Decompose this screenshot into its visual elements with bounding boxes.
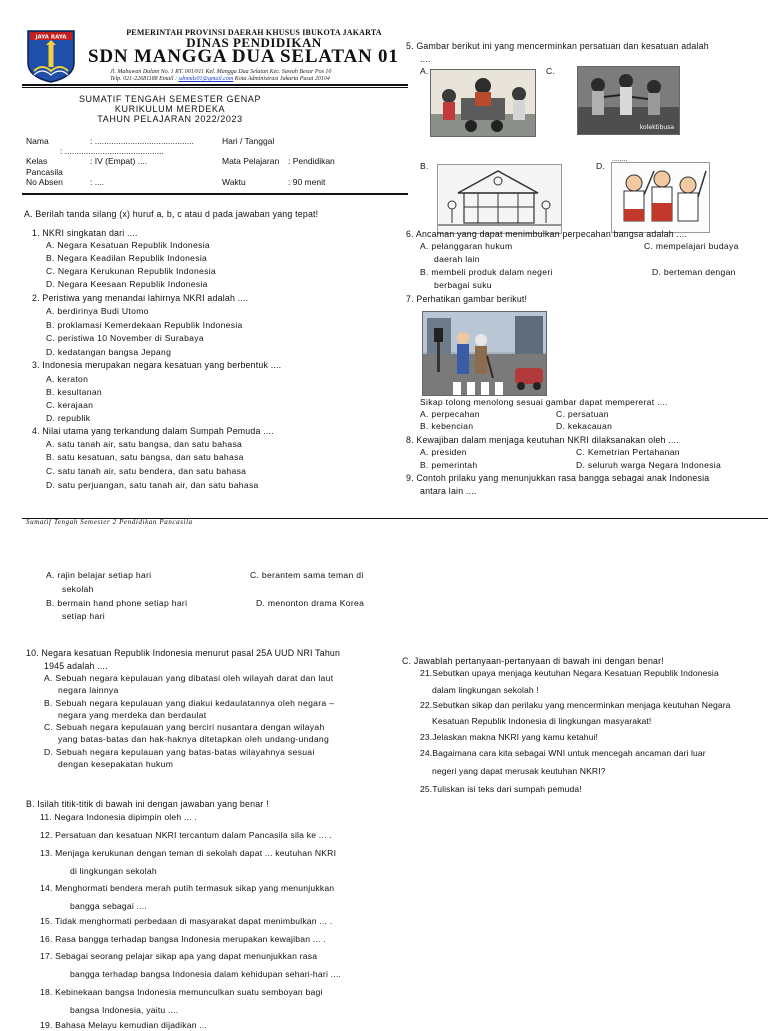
header-phone-text: Telp. 021-22681188 Email :: [110, 76, 179, 82]
question-17: 17. Sebagai seorang pelajar sikap apa yang dapat menunjukkan rasa: [40, 951, 318, 961]
question-4-option-b[interactable]: B. satu kesatuan, satu bangsa, dan satu bahasa: [46, 452, 244, 462]
picture-d-dots: ........: [612, 156, 628, 163]
school-emblem-logo: [24, 27, 78, 83]
question-7: 7. Perhatikan gambar berikut!: [406, 294, 528, 304]
header-address-line-1: Jl. Mabuwan Dalam No. 1 RT. 001/011 Kel. Mangga Dua Selatan Kec. Sawah Besar Pos 10: [110, 69, 332, 75]
question-5-option-a-label[interactable]: A.: [420, 66, 429, 76]
question-8-option-b[interactable]: B. pemerintah: [420, 460, 478, 470]
question-3-option-b[interactable]: B. kesultanan: [46, 387, 102, 397]
section-a-instruction: A. Berilah tanda silang (x) huruf a, b, c atau d pada jawaban yang tepat!: [24, 209, 319, 219]
exam-school-year: TAHUN PELAJARAN 2022/2023: [97, 114, 243, 124]
question-4-option-d[interactable]: D. satu perjuangan, satu tanah air, dan satu bahasa: [46, 480, 259, 490]
question-8-option-d[interactable]: D. seluruh warga Negara Indonesia: [576, 460, 722, 470]
question-14: 14. Menghormati bendera merah putih termasuk sikap yang menunjukkan: [40, 883, 335, 893]
question-7-text: Sikap tolong menolong sesuai gambar dapat mempererat ....: [420, 397, 668, 407]
name-field[interactable]: : ..........................................: [90, 136, 194, 146]
time-value: : 90 menit: [288, 177, 326, 187]
question-6-option-c[interactable]: C. mempelajari budaya: [644, 241, 739, 251]
question-1: 1. NKRI singkatan dari ....: [32, 228, 138, 238]
question-5-continued: ....: [420, 54, 431, 64]
question-9-option-d[interactable]: D. menonton drama Korea: [256, 598, 365, 608]
name-field-continued[interactable]: : ..........................................: [60, 146, 164, 156]
question-10-option-d[interactable]: D. Sebuah negara kepulauan yang batas-batas wilayahnya sesuai: [44, 747, 315, 757]
question-1-option-a[interactable]: A. Negara Kesatuan Republik Indonesia: [46, 240, 210, 250]
question-2: 2. Peristiwa yang menandai lahirnya NKRI adalah ....: [32, 293, 249, 303]
question-8-option-c[interactable]: C. Kemetrian Pertahanan: [576, 447, 680, 457]
exam-curriculum: KURIKULUM MERDEKA: [114, 104, 226, 114]
question-10-option-a-continued: negara lainnya: [58, 685, 119, 695]
question-7-option-c[interactable]: C. persatuan: [556, 409, 609, 419]
header-agency-name: DINAS PENDIDIKAN: [186, 35, 322, 50]
question-9-option-a[interactable]: A. rajin belajar setiap hari: [46, 570, 152, 580]
subject-label: Mata Pelajaran: [222, 156, 280, 166]
question-1-option-d[interactable]: D. Negara Keesaan Republik Indonesia: [46, 279, 208, 289]
question-15: 15. Tidak menghormati perbedaan di masyarakat dapat menimbulkan ... .: [40, 916, 333, 926]
question-11: 11. Negara Indonesia dipimpin oleh ... .: [40, 812, 197, 822]
question-10: 10. Negara kesatuan Republik Indonesia menurut pasal 25A UUD NRI Tahun: [26, 648, 341, 658]
question-2-option-d[interactable]: D. kedatangan bangsa Jepang: [46, 347, 172, 357]
question-13-continued: di lingkungan sekolah: [70, 866, 157, 876]
name-label: Nama: [26, 136, 49, 146]
section-b-instruction: B. Isilah titik-titik di bawah ini dengan jawaban yang benar !: [26, 799, 269, 809]
question-18: 18. Kebinekaan bangsa Indonesia memunculkan suatu semboyan bagi: [40, 987, 323, 997]
question-17-continued: bangga terhadap bangsa Indonesia dalam kehidupan sehari-hari ....: [70, 969, 341, 979]
question-8-option-a[interactable]: A. presiden: [420, 447, 467, 457]
date-label: Hari / Tanggal: [222, 136, 275, 146]
question-2-option-a[interactable]: A. berdirinya Budi Utomo: [46, 306, 149, 316]
question-7-option-d[interactable]: D. kekacauan: [556, 421, 613, 431]
question-5-picture-d[interactable]: [611, 162, 710, 233]
question-3-option-a[interactable]: A. keraton: [46, 374, 89, 384]
question-9-option-b[interactable]: B. bermain hand phone setiap hari: [46, 598, 188, 608]
question-5-option-d-label[interactable]: D.: [596, 161, 606, 171]
page-footer-text: Sumatif Tengah Semester 2 Pendidikan Pancasila: [26, 518, 193, 526]
header-school-name: SDN MANGGA DUA SELATAN 01: [88, 46, 399, 67]
picture-c-caption: kolektibusa: [639, 124, 674, 131]
header-address-line-2: [110, 75, 330, 83]
question-1-option-c[interactable]: C. Negara Kerukunan Republik Indonesia: [46, 266, 217, 276]
question-6: 6. Ancaman yang dapat menimbulkan perpecahan bangsa adalah ....: [406, 229, 688, 239]
question-10-option-d-continued: dengan kesepakatan hukum: [58, 759, 174, 769]
question-3-option-c[interactable]: C. kerajaan: [46, 400, 94, 410]
question-10-option-b-continued: negara yang merdeka dan berdaulat: [58, 710, 207, 720]
question-5: 5. Gambar berikut ini yang mencerminkan persatuan dan kesatuan adalah: [406, 41, 709, 51]
page-footer-divider: [22, 518, 768, 519]
question-9-option-d-continued: setiap hari: [62, 611, 105, 621]
class-value: : IV (Empat) ....: [90, 156, 148, 166]
question-2-option-b[interactable]: B. proklamasi Kemerdekaan Republik Indonesia: [46, 320, 243, 330]
question-5-option-b-label[interactable]: B.: [420, 161, 429, 171]
question-10-option-b[interactable]: B. Sebuah negara kepulauan yang diakui kedaulatannya oleh negara –: [44, 698, 335, 708]
question-4: 4. Nilai utama yang terkandung dalam Sumpah Pemuda ....: [32, 426, 274, 436]
question-6-option-c-continued: daerah lain: [434, 254, 480, 264]
question-7-option-b[interactable]: B. kebencian: [420, 421, 474, 431]
time-label: Waktu: [222, 177, 246, 187]
subject-value-continued: Pancasila: [26, 167, 63, 177]
question-6-option-d[interactable]: D. berteman dengan: [652, 267, 736, 277]
question-4-option-c[interactable]: C. satu tanah air, satu bendera, dan satu bahasa: [46, 466, 247, 476]
question-1-option-b[interactable]: B. Negara Keadilan Republik Indonesia: [46, 253, 208, 263]
question-10-continued: 1945 adalah ....: [44, 661, 108, 671]
absence-number-label: No Absen: [26, 177, 63, 187]
class-label: Kelas: [26, 156, 48, 166]
question-6-option-b[interactable]: B. membeli produk dalam negeri: [420, 267, 553, 277]
question-19: 19. Bahasa Melayu kemudian dijadikan ...: [40, 1020, 208, 1030]
question-22-continued: Kesatuan Republik Indonesia di lingkungan masyarakat!: [432, 716, 652, 726]
question-6-option-d-continued: berbagai suku: [434, 280, 492, 290]
question-25: 25.Tuliskan isi teks dari sumpah pemuda!: [420, 784, 582, 794]
question-24-continued: negeri yang dapat merusak keutuhan NKRI?: [432, 766, 606, 776]
question-16: 16. Rasa bangga terhadap bangsa Indonesia merupakan kewajiban ... .: [40, 934, 326, 944]
question-3-option-d[interactable]: D. republik: [46, 413, 91, 423]
question-21: 21.Sebutkan upaya menjaga keutuhan Negara Kesatuan Republik Indonesia: [420, 668, 719, 678]
question-9-continued: antara lain ....: [420, 486, 477, 496]
question-4-option-a[interactable]: A. satu tanah air, satu bangsa, dan satu bahasa: [46, 439, 243, 449]
svg-text:JAYA RAYA: JAYA RAYA: [35, 34, 67, 41]
header-email-link[interactable]: sdnmds01@gmail.com: [178, 76, 234, 82]
question-7-option-a[interactable]: A. perpecahan: [420, 409, 480, 419]
question-10-option-a[interactable]: A. Sebuah negara kepulauan yang dibatasi oleh wilayah darat dan laut: [44, 673, 334, 683]
question-5-option-c-label[interactable]: C.: [546, 66, 556, 76]
question-10-option-c-continued: yang batas-batas dan hak-haknya ditetapkan oleh undang-undang: [58, 734, 330, 744]
question-5-picture-c[interactable]: [577, 66, 680, 135]
question-18-continued: bangsa Indonesia, yaitu ....: [70, 1005, 179, 1015]
question-23: 23.Jelaskan makna NKRI yang kamu ketahui!: [420, 732, 598, 742]
header-city-text: Kota Administrasi Jakarta Pusat 20104: [233, 76, 330, 82]
exam-title: SUMATIF TENGAH SEMESTER GENAP: [78, 94, 262, 104]
section-c-instruction: C. Jawablah pertanyaan-pertanyaan di bawah ini dengan benar!: [402, 656, 664, 666]
question-21-continued: dalam lingkungan sekolah !: [432, 685, 539, 695]
question-9-option-c-continued: sekolah: [62, 584, 94, 594]
question-14-continued: bangga sebagai ....: [70, 901, 147, 911]
question-9: 9. Contoh prilaku yang menunjukkan rasa bangga sebagai anak Indonesia: [406, 473, 710, 483]
question-9-option-c[interactable]: C. berantem sama teman di: [250, 570, 364, 580]
question-5-picture-a[interactable]: [430, 69, 536, 137]
question-13: 13. Menjaga kerukunan dengan teman di sekolah dapat ... keutuhan NKRI: [40, 848, 337, 858]
question-10-option-c[interactable]: C. Sebuah negara kepulauan yang berciri nusantara dengan wilayah: [44, 722, 325, 732]
identity-divider: [22, 193, 408, 195]
absence-number-field[interactable]: : ....: [90, 177, 105, 187]
header-divider-thick: [22, 84, 408, 86]
header-divider-thin: [22, 87, 408, 88]
question-2-option-c[interactable]: C. peristiwa 10 November di Surabaya: [46, 333, 204, 343]
subject-value: : Pendidikan: [288, 156, 335, 166]
question-12: 12. Persatuan dan kesatuan NKRI tercantum dalam Pancasila sila ke ... .: [40, 830, 332, 840]
question-6-option-a[interactable]: A. pelanggaran hukum: [420, 241, 513, 251]
question-5-picture-b[interactable]: [437, 164, 562, 234]
question-8: 8. Kewajiban dalam menjaga keutuhan NKRI dilaksanakan oleh ....: [406, 435, 679, 445]
question-3: 3. Indonesia merupakan negara kesatuan yang berbentuk ....: [32, 360, 282, 370]
question-7-picture: [422, 311, 547, 396]
header-government-line: PEMERINTAH PROVINSI DAERAH KHUSUS IBUKOTA JAKARTA: [126, 28, 382, 37]
question-22: 22.Sebutkan sikap dan perilaku yang mencerminkan menjaga keutuhan Negara: [420, 700, 731, 710]
question-24: 24.Bagaimana cara kita sebagai WNI untuk mencegah ancaman dari luar: [420, 748, 706, 758]
